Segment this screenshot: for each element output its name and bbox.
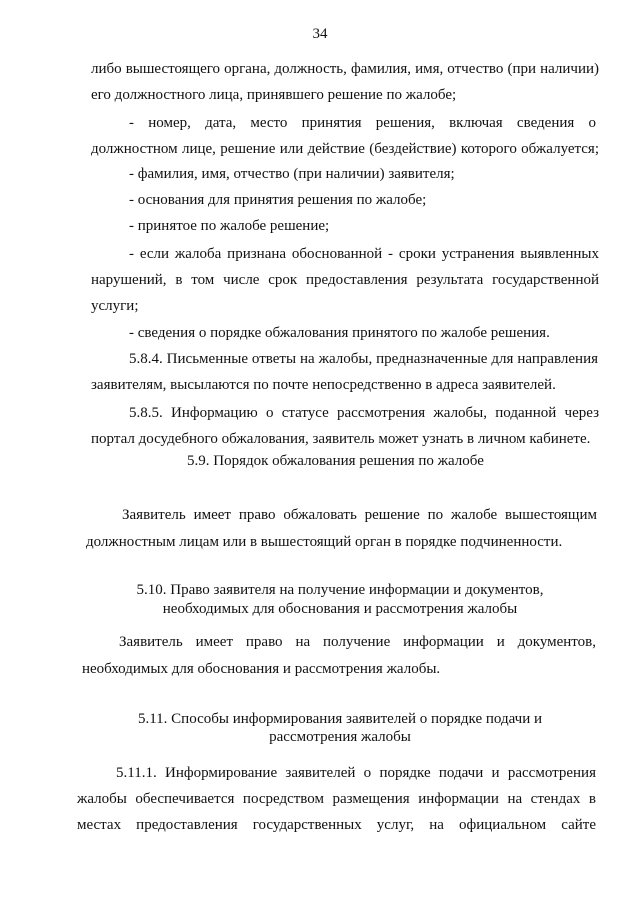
section-heading-5-10: необходимых для обоснования и рассмотрения жалобы: [162, 601, 518, 617]
paragraph-5-9-line: Заявитель имеет право обжаловать решение по жалобе вышестоящим: [122, 507, 597, 523]
paragraph-5-8-4-line: 5.8.4. Письменные ответы на жалобы, предназначенные для направления: [129, 351, 598, 367]
text-line: услуги;: [91, 298, 139, 314]
paragraph-5-10-line: необходимых для обоснования и рассмотрения жалобы.: [82, 661, 441, 677]
list-item: - если жалоба признана обоснованной - сроки устранения выявленных: [129, 246, 599, 262]
section-heading-5-11: рассмотрения жалобы: [269, 729, 411, 745]
text-line: либо вышестоящего органа, должность, фамилия, имя, отчество (при наличии): [91, 61, 599, 77]
paragraph-5-8-5-line: 5.8.5. Информацию о статусе рассмотрения жалобы, поданной через: [129, 405, 599, 421]
paragraph-5-11-1-line: 5.11.1. Информирование заявителей о порядке подачи и рассмотрения: [116, 765, 596, 781]
paragraph-5-11-1-line: местах предоставления государственных услуг, на официальном сайте: [77, 817, 596, 833]
list-item: - фамилия, имя, отчество (при наличии) заявителя;: [129, 166, 455, 182]
list-item: - номер, дата, место принятия решения, включая сведения о: [129, 115, 596, 131]
section-heading-5-11: 5.11. Способы информирования заявителей о порядке подачи и: [137, 711, 543, 727]
text-line: должностном лице, решение или действие (бездействие) которого обжалуется;: [91, 141, 599, 157]
list-item: - сведения о порядке обжалования принятого по жалобе решения.: [129, 325, 550, 341]
paragraph-5-10-line: Заявитель имеет право на получение информации и документов,: [119, 634, 596, 650]
paragraph-5-8-5-line: портал досудебного обжалования, заявитель может узнать в личном кабинете.: [91, 431, 591, 447]
page-number: 34: [312, 26, 328, 42]
section-heading-5-9: 5.9. Порядок обжалования решения по жалобе: [187, 453, 484, 469]
list-item: - основания для принятия решения по жалобе;: [129, 192, 427, 208]
text-line: нарушений, в том числе срок предоставления результата государственной: [91, 272, 599, 288]
paragraph-5-9-line: должностным лицам или в вышестоящий орган в порядке подчиненности.: [86, 534, 563, 550]
text-line: его должностного лица, принявшего решение по жалобе;: [91, 87, 457, 103]
paragraph-5-11-1-line: жалобы обеспечивается посредством размещения информации на стендах в: [77, 791, 596, 807]
section-heading-5-10: 5.10. Право заявителя на получение информации и документов,: [136, 582, 544, 598]
list-item: - принятое по жалобе решение;: [129, 218, 330, 234]
paragraph-5-8-4-line: заявителям, высылаются по почте непосредственно в адреса заявителей.: [91, 377, 556, 393]
